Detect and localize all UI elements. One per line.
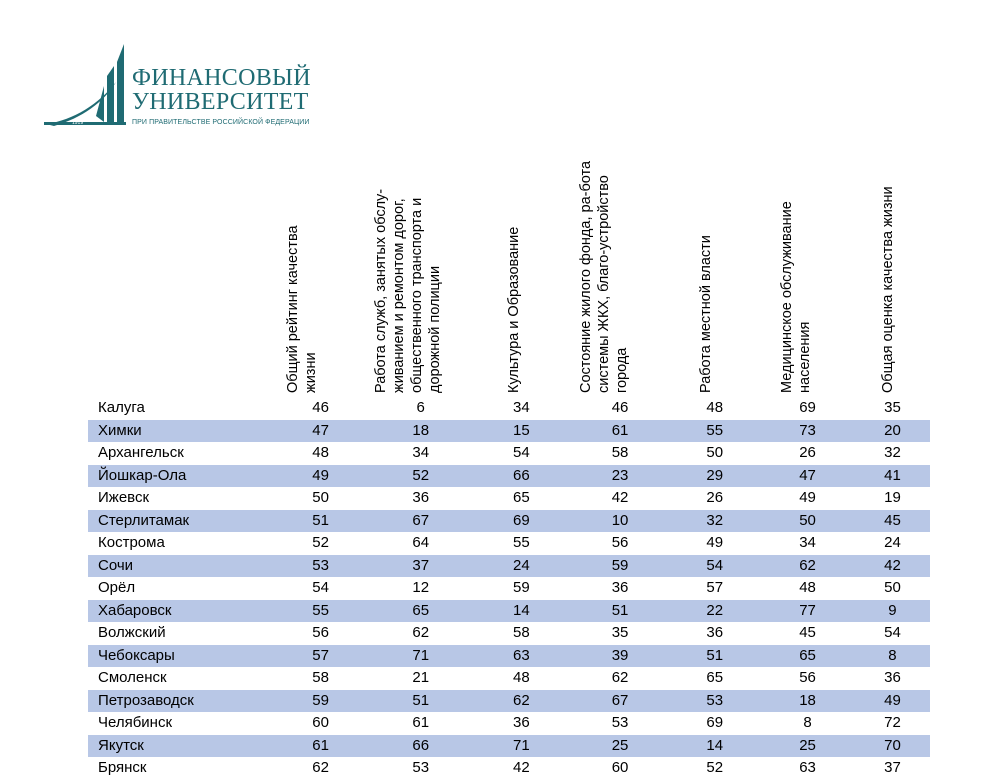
table-cell: 69 bbox=[472, 510, 571, 533]
table-cell: 65 bbox=[706, 669, 724, 687]
logo-title-line2: УНИВЕРСИТЕТ bbox=[132, 89, 309, 115]
table-cell: 71 bbox=[472, 735, 571, 758]
table-cell: 47 bbox=[760, 465, 855, 488]
ratings-table bbox=[88, 397, 930, 780]
table-cell: 62 bbox=[312, 759, 329, 777]
table-cell: 52 bbox=[706, 759, 724, 777]
table-cell: 48 bbox=[706, 399, 724, 417]
column-header-overall-quality: Общая оценка качества жизни bbox=[880, 186, 896, 393]
table-cell: 62 bbox=[760, 555, 855, 578]
city-name: Архангельск bbox=[98, 444, 184, 462]
table-row bbox=[88, 690, 930, 713]
city-name: Орёл bbox=[98, 579, 136, 597]
table-row bbox=[88, 622, 930, 645]
table-cell: 55 bbox=[272, 600, 370, 623]
table-cell: 24 bbox=[884, 534, 901, 552]
table-cell: 50 bbox=[312, 489, 329, 507]
table-cell: 14 bbox=[669, 735, 760, 758]
table-cell: 52 bbox=[369, 465, 472, 488]
table-cell: 50 bbox=[706, 444, 724, 462]
table-cell: 61 bbox=[571, 420, 670, 443]
table-cell: 51 bbox=[272, 510, 370, 533]
table-cell: 69 bbox=[706, 714, 724, 732]
table-cell: 63 bbox=[799, 759, 816, 777]
table-cell: 34 bbox=[799, 534, 816, 552]
column-header-local-government: Работа местной власти bbox=[698, 235, 714, 393]
table-cell: 45 bbox=[855, 510, 930, 533]
table-cell: 48 bbox=[799, 579, 816, 597]
logo-year: 1919 bbox=[72, 120, 84, 126]
table-cell: 36 bbox=[706, 624, 724, 642]
table-cell: 56 bbox=[611, 534, 629, 552]
table-cell: 9 bbox=[855, 600, 930, 623]
table-cell: 61 bbox=[272, 735, 370, 758]
table-row bbox=[88, 600, 930, 623]
table-cell: 35 bbox=[884, 399, 901, 417]
table-cell: 18 bbox=[369, 420, 472, 443]
table-cell: 58 bbox=[513, 624, 530, 642]
column-header-housing-utilities: Состояние жилого фонда, ра-бота системы ЖКХ, благо-устройство города bbox=[578, 160, 630, 393]
table-cell: 51 bbox=[571, 600, 670, 623]
table-cell: 65 bbox=[760, 645, 855, 668]
city-name: Чебоксары bbox=[88, 645, 272, 668]
table-cell: 52 bbox=[312, 534, 329, 552]
table-cell: 47 bbox=[272, 420, 370, 443]
table-cell: 49 bbox=[706, 534, 724, 552]
table-cell: 49 bbox=[272, 465, 370, 488]
city-name: Йошкар-Ола bbox=[88, 465, 272, 488]
table-cell: 77 bbox=[760, 600, 855, 623]
table-cell: 53 bbox=[412, 759, 430, 777]
city-name: Якутск bbox=[88, 735, 272, 758]
table-row bbox=[88, 645, 930, 668]
table-cell: 62 bbox=[611, 669, 629, 687]
column-header-culture-education: Культура и Образование bbox=[506, 226, 522, 393]
table-cell: 6 bbox=[416, 399, 425, 417]
table-cell: 15 bbox=[472, 420, 571, 443]
table-cell: 46 bbox=[611, 399, 629, 417]
table-cell: 39 bbox=[571, 645, 670, 668]
table-cell: 58 bbox=[312, 669, 329, 687]
table-cell: 61 bbox=[412, 714, 430, 732]
table-cell: 49 bbox=[855, 690, 930, 713]
city-name: Калуга bbox=[98, 399, 145, 417]
table-row bbox=[88, 735, 930, 758]
table-cell: 70 bbox=[855, 735, 930, 758]
table-cell: 57 bbox=[272, 645, 370, 668]
table-cell: 41 bbox=[855, 465, 930, 488]
table-cell: 18 bbox=[760, 690, 855, 713]
column-header-healthcare: Медицинское обслуживание населения bbox=[779, 201, 813, 393]
table-cell: 23 bbox=[571, 465, 670, 488]
table-cell: 67 bbox=[571, 690, 670, 713]
table-cell: 32 bbox=[669, 510, 760, 533]
table-cell: 36 bbox=[412, 489, 430, 507]
table-cell: 67 bbox=[369, 510, 472, 533]
table-cell: 29 bbox=[669, 465, 760, 488]
table-cell: 66 bbox=[472, 465, 571, 488]
table-row bbox=[88, 510, 930, 533]
table-cell: 34 bbox=[513, 399, 530, 417]
table-cell: 45 bbox=[799, 624, 816, 642]
city-name: Смоленск bbox=[98, 669, 167, 687]
table-row bbox=[88, 420, 930, 443]
city-name: Хабаровск bbox=[88, 600, 272, 623]
city-name: Брянск bbox=[98, 759, 147, 777]
table-cell: 59 bbox=[272, 690, 370, 713]
table-cell: 51 bbox=[369, 690, 472, 713]
table-cell: 66 bbox=[369, 735, 472, 758]
table-cell: 50 bbox=[884, 579, 901, 597]
table-cell: 36 bbox=[513, 714, 530, 732]
ratings-table-body bbox=[88, 397, 930, 780]
table-cell: 54 bbox=[312, 579, 329, 597]
column-header-overall-rank: Общий рейтинг качества жизни bbox=[285, 225, 319, 393]
table-cell: 42 bbox=[855, 555, 930, 578]
table-cell: 32 bbox=[884, 444, 901, 462]
table-row bbox=[88, 757, 930, 780]
table-cell: 19 bbox=[884, 489, 901, 507]
table-cell: 25 bbox=[571, 735, 670, 758]
table-row bbox=[88, 555, 930, 578]
table-cell: 37 bbox=[369, 555, 472, 578]
table-cell: 53 bbox=[611, 714, 629, 732]
table-cell: 55 bbox=[669, 420, 760, 443]
table-cell: 22 bbox=[669, 600, 760, 623]
table-cell: 8 bbox=[855, 645, 930, 668]
table-cell: 56 bbox=[312, 624, 329, 642]
table-cell: 48 bbox=[513, 669, 530, 687]
table-cell: 59 bbox=[513, 579, 530, 597]
table-cell: 8 bbox=[803, 714, 812, 732]
table-cell: 12 bbox=[412, 579, 430, 597]
table-cell: 57 bbox=[706, 579, 724, 597]
city-name: Волжский bbox=[98, 624, 166, 642]
table-cell: 49 bbox=[799, 489, 816, 507]
table-cell: 37 bbox=[884, 759, 901, 777]
table-cell: 71 bbox=[369, 645, 472, 668]
table-row bbox=[88, 712, 930, 735]
table-row bbox=[88, 487, 930, 510]
table-cell: 10 bbox=[571, 510, 670, 533]
logo-title-line1: ФИНАНСОВЫЙ bbox=[132, 65, 311, 91]
table-cell: 36 bbox=[611, 579, 629, 597]
table-cell: 34 bbox=[412, 444, 430, 462]
table-cell: 53 bbox=[272, 555, 370, 578]
column-header-roads-transport: Работа служб, занятых обслу-живанием и ремонтом дорог, общественного транспорта и дорожной полиции bbox=[373, 188, 443, 393]
table-cell: 35 bbox=[611, 624, 629, 642]
city-name: Стерлитамак bbox=[88, 510, 272, 533]
city-name: Сочи bbox=[88, 555, 272, 578]
table-row bbox=[88, 577, 930, 600]
table-cell: 42 bbox=[513, 759, 530, 777]
table-cell: 48 bbox=[312, 444, 329, 462]
table-row bbox=[88, 397, 930, 420]
table-cell: 59 bbox=[571, 555, 670, 578]
city-name: Ижевск bbox=[98, 489, 150, 507]
table-cell: 69 bbox=[799, 399, 816, 417]
table-cell: 25 bbox=[760, 735, 855, 758]
table-cell: 14 bbox=[472, 600, 571, 623]
table-cell: 72 bbox=[884, 714, 901, 732]
table-cell: 24 bbox=[472, 555, 571, 578]
table-cell: 26 bbox=[799, 444, 816, 462]
table-cell: 54 bbox=[884, 624, 901, 642]
table-cell: 50 bbox=[760, 510, 855, 533]
table-cell: 60 bbox=[312, 714, 329, 732]
table-cell: 36 bbox=[884, 669, 901, 687]
table-row bbox=[88, 667, 930, 690]
table-cell: 62 bbox=[472, 690, 571, 713]
table-cell: 21 bbox=[412, 669, 430, 687]
table-cell: 54 bbox=[513, 444, 530, 462]
table-cell: 62 bbox=[412, 624, 430, 642]
table-cell: 20 bbox=[855, 420, 930, 443]
table-row bbox=[88, 532, 930, 555]
table-cell: 55 bbox=[513, 534, 530, 552]
table-cell: 65 bbox=[513, 489, 530, 507]
table-cell: 64 bbox=[412, 534, 430, 552]
table-cell: 26 bbox=[706, 489, 724, 507]
city-name: Петрозаводск bbox=[88, 690, 272, 713]
table-cell: 51 bbox=[669, 645, 760, 668]
table-cell: 46 bbox=[312, 399, 329, 417]
table-cell: 73 bbox=[760, 420, 855, 443]
table-cell: 63 bbox=[472, 645, 571, 668]
table-cell: 60 bbox=[611, 759, 629, 777]
table-cell: 58 bbox=[611, 444, 629, 462]
table-cell: 65 bbox=[369, 600, 472, 623]
table-row bbox=[88, 442, 930, 465]
city-name: Челябинск bbox=[98, 714, 173, 732]
logo-subtitle: ПРИ ПРАВИТЕЛЬСТВЕ РОССИЙСКОЙ ФЕДЕРАЦИИ bbox=[132, 119, 310, 126]
table-cell: 42 bbox=[611, 489, 629, 507]
table-cell: 54 bbox=[669, 555, 760, 578]
table-cell: 53 bbox=[669, 690, 760, 713]
table-row bbox=[88, 465, 930, 488]
table-cell: 56 bbox=[799, 669, 816, 687]
city-name: Химки bbox=[88, 420, 272, 443]
city-name: Кострома bbox=[98, 534, 165, 552]
